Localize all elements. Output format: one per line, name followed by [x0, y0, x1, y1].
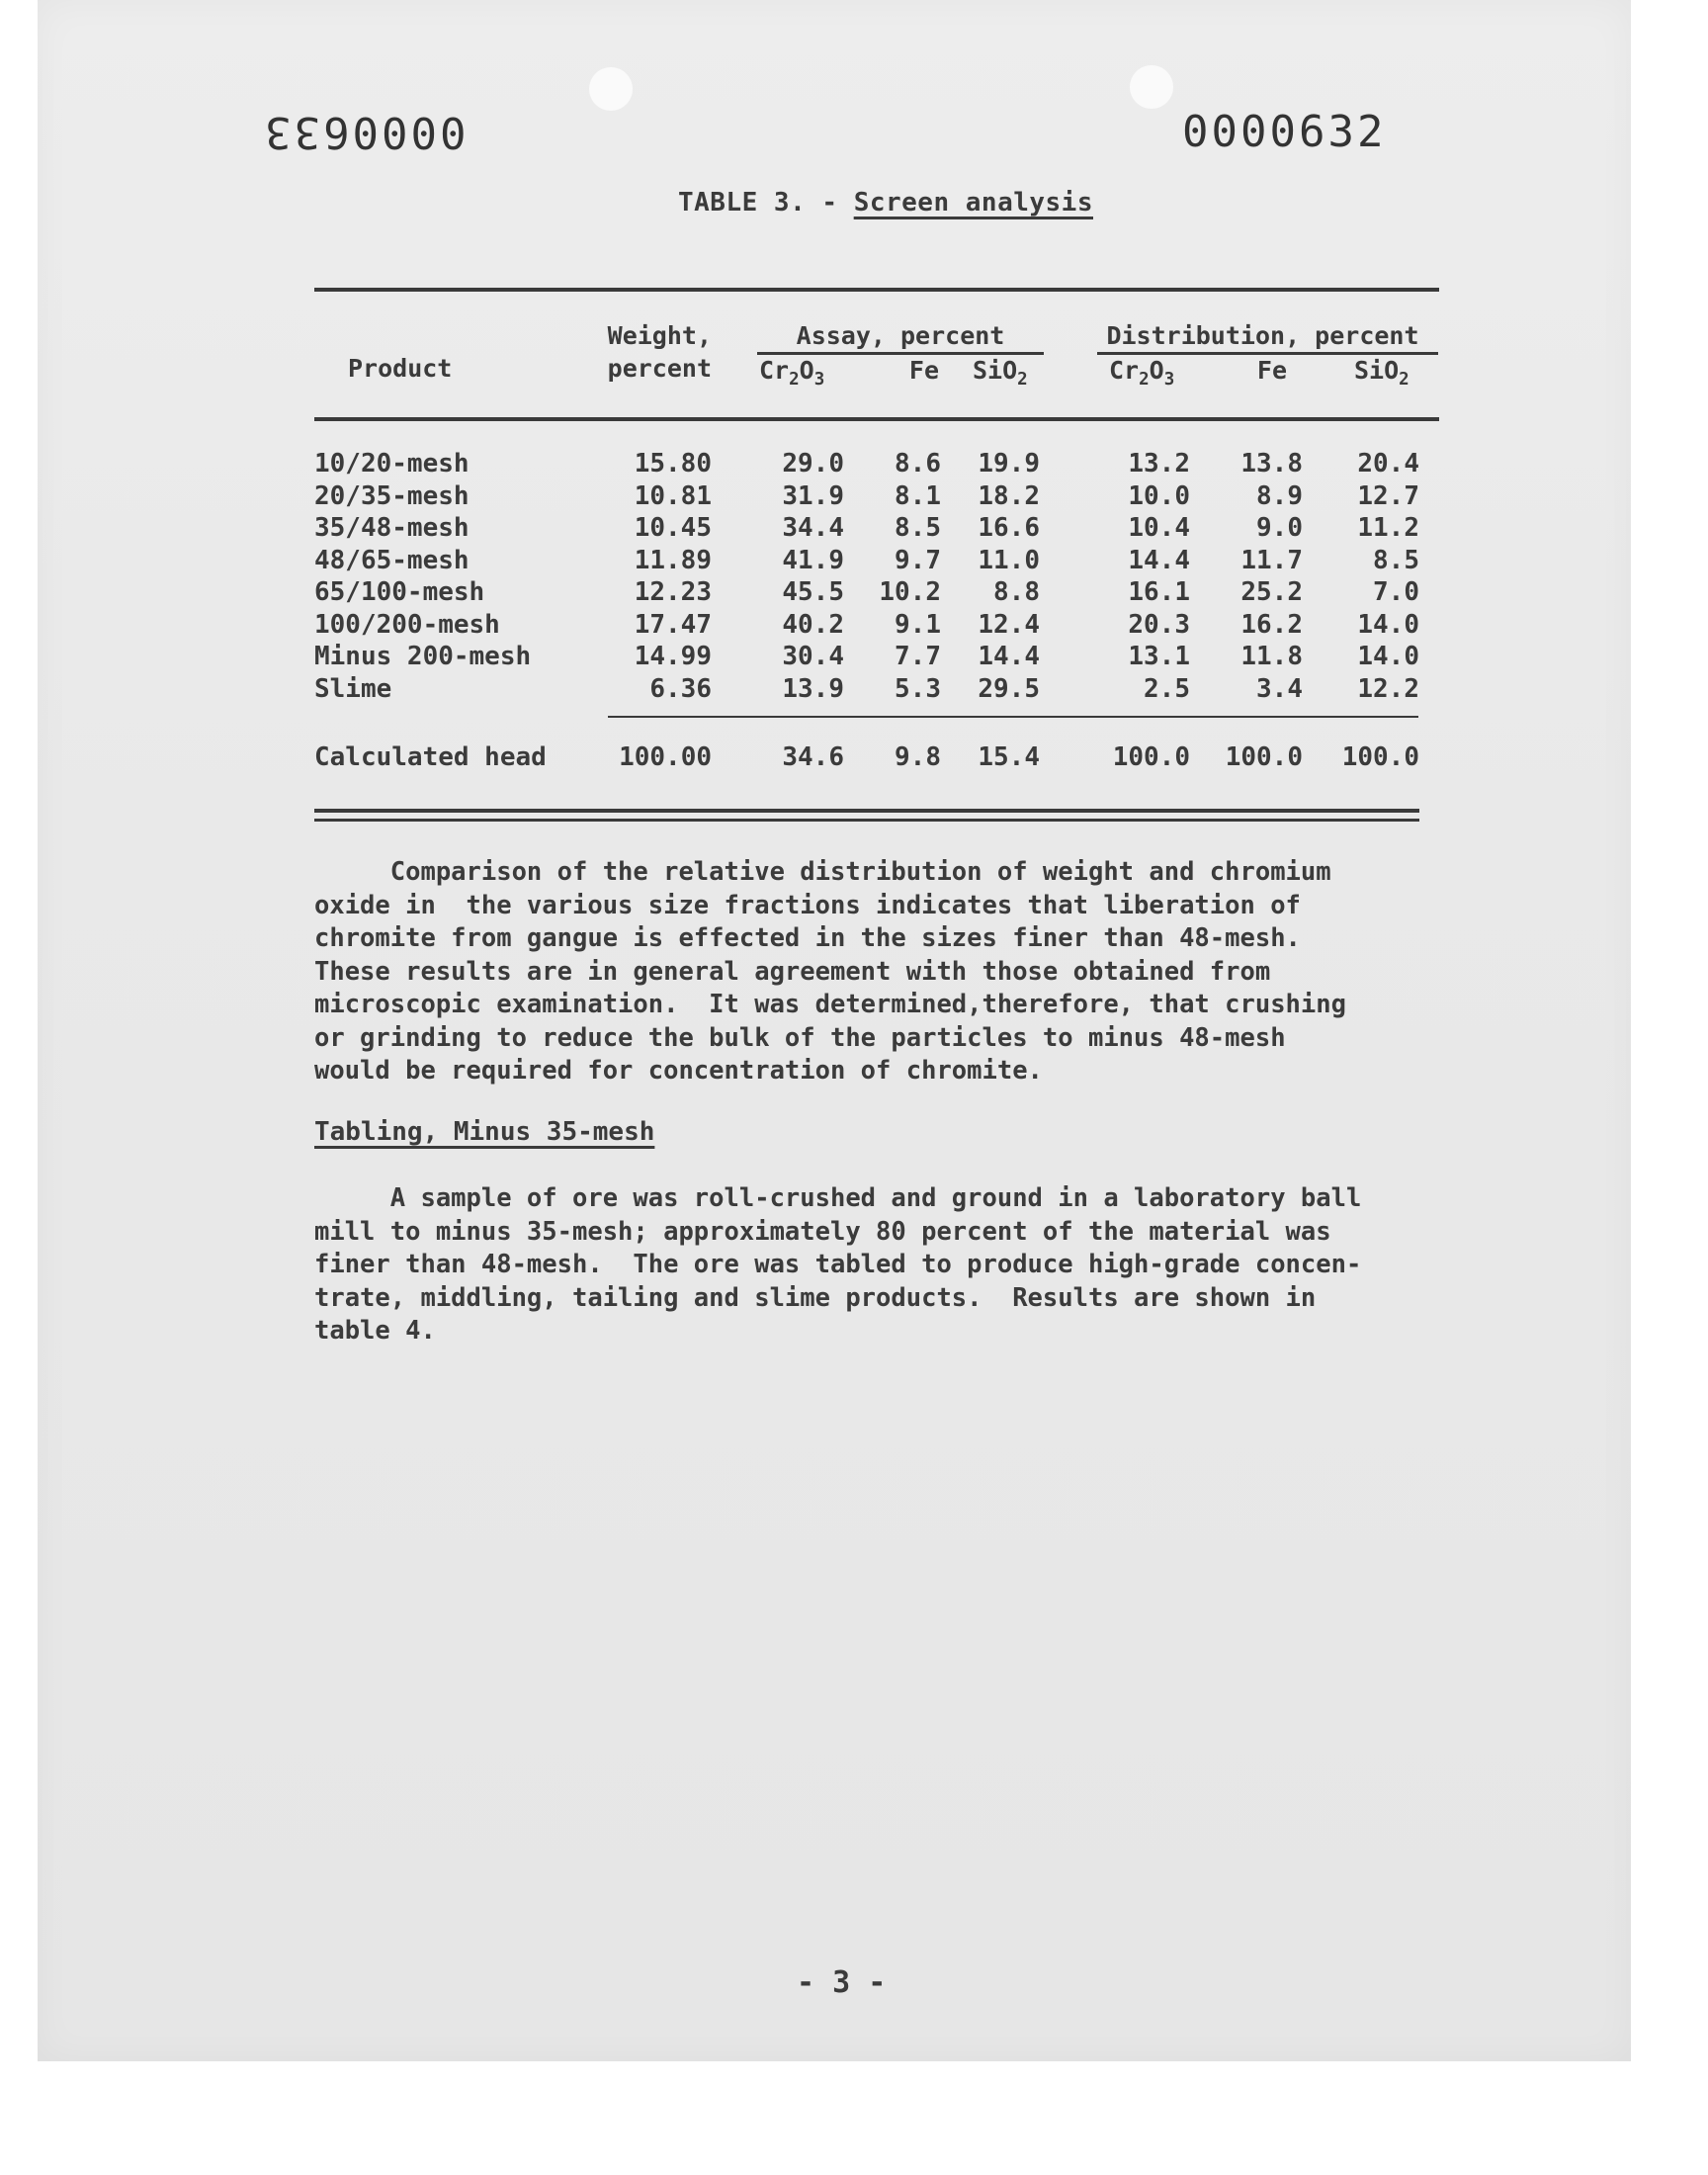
table-row-3-weight: 10.45	[634, 513, 712, 543]
paragraph-tabling: A sample of ore was roll-crushed and ground in a laboratory ball mill to minus 35-mesh; approximately 80 percent of the material was finer than 48-mesh. The ore was tabled to produce high-grade concen- trate, middling, tailing and slime products. Results are shown in table 4.	[314, 1183, 1362, 1346]
table-row-2-a-fe: 8.1	[895, 480, 941, 511]
table-row-8-d-cr: 2.5	[1144, 673, 1190, 704]
table-row-5-d-fe: 25.2	[1240, 577, 1303, 607]
table-total-row-a-si: 15.4	[978, 742, 1040, 772]
section-heading-tabling: Tabling, Minus 35-mesh	[314, 1117, 655, 1147]
table-row-2-weight: 10.81	[634, 480, 712, 511]
table-row-7-weight: 14.99	[634, 642, 712, 671]
header-assay-group: Assay, percent	[796, 321, 1005, 350]
table-total-row-weight: 100.00	[619, 742, 712, 772]
table-row-2-d-cr: 10.0	[1128, 480, 1190, 511]
table-row-5-a-si: 8.8	[993, 577, 1040, 607]
table-row-1-weight: 15.80	[634, 449, 712, 478]
table-row-8-a-fe: 5.3	[895, 673, 941, 704]
table-bottom-rule-2	[314, 819, 1419, 822]
table-row-1-d-fe: 13.8	[1240, 449, 1303, 478]
table-row-1-a-si: 19.9	[978, 449, 1040, 478]
table-row-4-weight: 11.89	[634, 545, 712, 575]
header-dist-cr2o3: $Cr_2O_3$	[1109, 356, 1175, 390]
table-row-1-product: 10/20-mesh	[314, 449, 470, 478]
table-row-8-d-si: 12.2	[1357, 673, 1419, 704]
table-row-7-d-cr: 13.1	[1128, 642, 1190, 671]
table-row-6-a-cr: 40.2	[782, 609, 844, 640]
table-sum-rule	[608, 716, 1418, 718]
table-bottom-rule-1	[314, 809, 1419, 813]
table-row-8-a-si: 29.5	[978, 673, 1040, 704]
table-row-3-a-si: 16.6	[978, 513, 1040, 543]
table-row-5-d-cr: 16.1	[1128, 577, 1190, 607]
table-row-6-d-cr: 20.3	[1128, 609, 1190, 640]
table-row-5-a-cr: 45.5	[782, 577, 844, 607]
header-distribution-group: Distribution, percent	[1106, 321, 1419, 350]
table-total-row-d-cr: 100.0	[1112, 742, 1190, 772]
table-row-7-a-cr: 30.4	[782, 642, 844, 671]
table-row-3-d-fe: 9.0	[1256, 513, 1303, 543]
header-assay-fe: Fe	[908, 356, 939, 385]
table-row-8-d-fe: 3.4	[1256, 673, 1303, 704]
table-row-7-d-fe: 11.8	[1240, 642, 1303, 671]
header-assay-cr2o3: $Cr_2O_3$	[759, 356, 825, 390]
table-row-6-d-si: 14.0	[1357, 609, 1419, 640]
table-row-1-d-si: 20.4	[1357, 449, 1419, 478]
table-row-3-d-cr: 10.4	[1128, 513, 1190, 543]
distribution-group-underline	[1097, 352, 1438, 355]
table-row-4-d-fe: 11.7	[1240, 545, 1303, 575]
table-row-7-d-si: 14.0	[1357, 642, 1419, 671]
table-row-4-a-cr: 41.9	[782, 545, 844, 575]
table-row-8-weight: 6.36	[649, 673, 712, 704]
table-row-4-product: 48/65-mesh	[314, 545, 470, 575]
assay-group-underline	[757, 352, 1044, 355]
table-row-2-d-fe: 8.9	[1256, 480, 1303, 511]
table-row-4-a-fe: 9.7	[895, 545, 941, 575]
punch-hole-right	[1130, 65, 1173, 109]
table-row-6-a-si: 12.4	[978, 609, 1040, 640]
table-row-2-a-si: 18.2	[978, 480, 1040, 511]
table-row-7-product: Minus 200-mesh	[314, 642, 532, 671]
table-row-4-d-si: 8.5	[1373, 545, 1419, 575]
table-top-rule	[314, 288, 1439, 292]
paragraph-comparison: Comparison of the relative distribution of weight and chromium oxide in the various size fractions indicates that liberation of chromite from gangue is effected in the sizes finer than 48-mesh. These results are in general agreement with those obtained from microscopic examination. It was determined,therefore, that crushing or grinding to reduce the bulk of the particles to minus 48-mesh would be required for concentration of chromite.	[314, 857, 1346, 1086]
header-weight-line1: Weight,	[607, 321, 712, 350]
header-dist-fe: Fe	[1256, 356, 1287, 385]
table-header-rule	[314, 417, 1439, 421]
table-row-2-d-si: 12.7	[1357, 480, 1419, 511]
table-row-1-a-cr: 29.0	[782, 449, 844, 478]
table-row-7-a-fe: 7.7	[895, 642, 941, 671]
table-title	[678, 188, 1093, 218]
table-row-3-a-fe: 8.5	[895, 513, 941, 543]
table-title-prefix: TABLE 3. -	[678, 188, 854, 218]
punch-hole-left	[589, 67, 633, 111]
table-total-row-d-fe: 100.0	[1225, 742, 1303, 772]
table-row-2-product: 20/35-mesh	[314, 480, 470, 511]
table-row-5-product: 65/100-mesh	[314, 577, 485, 607]
table-row-8-a-cr: 13.9	[782, 673, 844, 704]
table-total-row-d-si: 100.0	[1341, 742, 1419, 772]
header-weight-line2: percent	[607, 354, 712, 383]
table-row-6-product: 100/200-mesh	[314, 609, 500, 640]
table-row-5-a-fe: 10.2	[879, 577, 941, 607]
header-product: Product	[348, 354, 453, 383]
table-row-3-a-cr: 34.4	[782, 513, 844, 543]
table-row-1-a-fe: 8.6	[895, 449, 941, 478]
table-total-row-a-fe: 9.8	[895, 742, 941, 772]
table-total-row-product: Calculated head	[314, 742, 547, 772]
table-row-4-a-si: 11.0	[978, 545, 1040, 575]
table-row-6-d-fe: 16.2	[1240, 609, 1303, 640]
table-row-3-product: 35/48-mesh	[314, 513, 470, 543]
table-row-6-weight: 17.47	[634, 609, 712, 640]
document-number-stamp: 0000632	[1182, 107, 1387, 157]
table-row-1-d-cr: 13.2	[1128, 449, 1190, 478]
table-row-4-d-cr: 14.4	[1128, 545, 1190, 575]
page-number: - 3 -	[797, 1965, 887, 2000]
header-dist-sio2: SiO$_2$	[1354, 356, 1409, 390]
table-row-5-weight: 12.23	[634, 577, 712, 607]
table-title-name: Screen analysis	[853, 188, 1093, 218]
table-total-row-a-cr: 34.6	[782, 742, 844, 772]
table-row-2-a-cr: 31.9	[782, 480, 844, 511]
document-number-stamp-upside-down: 0000633	[262, 107, 467, 157]
table-row-3-d-si: 11.2	[1357, 513, 1419, 543]
table-row-8-product: Slime	[314, 673, 392, 704]
table-row-5-d-si: 7.0	[1373, 577, 1419, 607]
header-assay-sio2: SiO$_2$	[973, 356, 1028, 390]
table-row-6-a-fe: 9.1	[895, 609, 941, 640]
table-row-7-a-si: 14.4	[978, 642, 1040, 671]
